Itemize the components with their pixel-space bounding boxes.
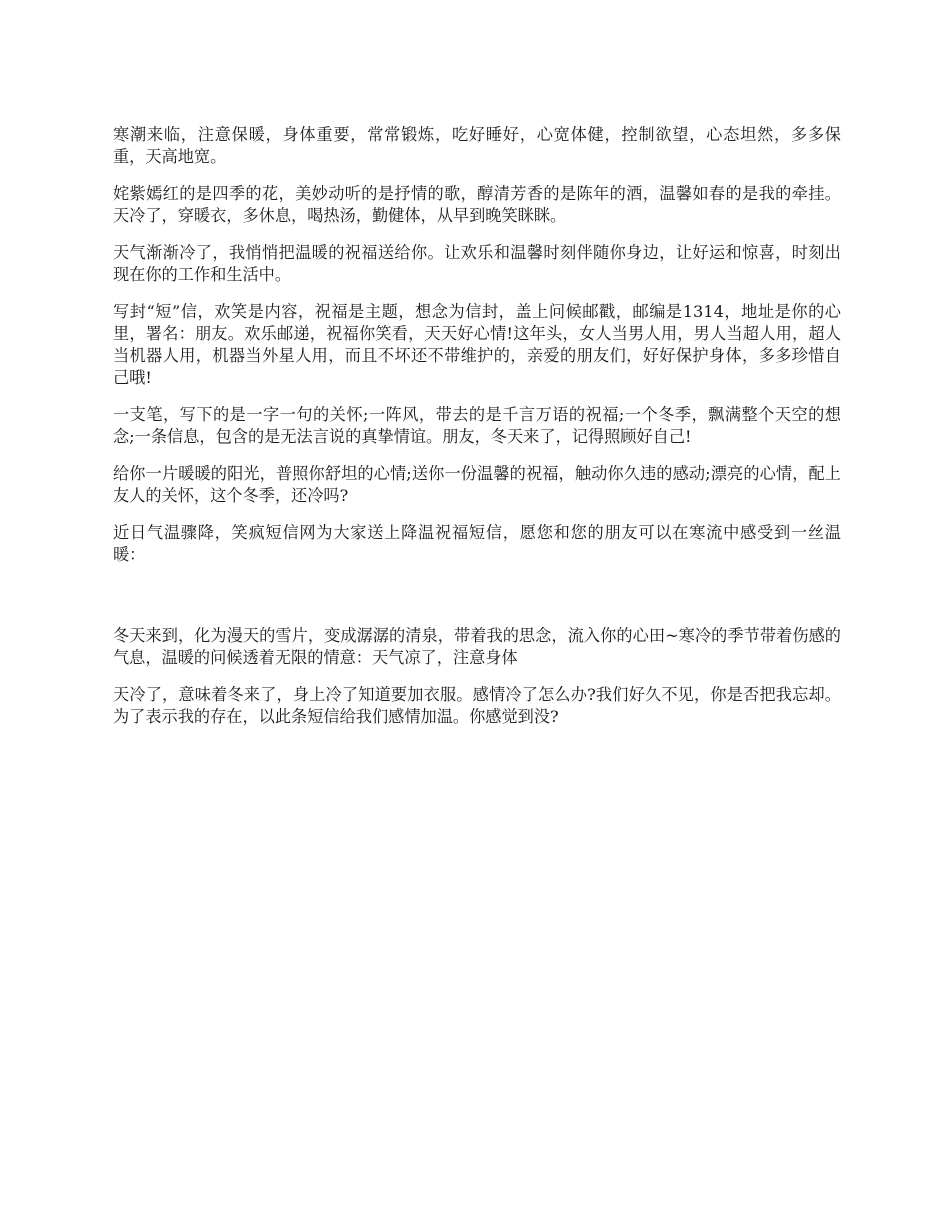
paragraph-9: 天冷了，意味着冬来了，身上冷了知道要加衣服。感情冷了怎么办?我们好久不见，你是否把我忘却。为了表示我的存在，以此条短信给我们感情加温。你感觉到没? xyxy=(113,685,841,726)
document-page xyxy=(113,124,841,743)
paragraph-5: 一支笔，写下的是一字一句的关怀;一阵风，带去的是千言万语的祝福;一个冬季，飘满整个天空的想念;一条信息，包含的是无法言说的真挚情谊。朋友，冬天来了，记得照顾好自己! xyxy=(113,405,841,446)
paragraph-8: 冬天来到，化为漫天的雪片，变成潺潺的清泉，带着我的思念，流入你的心田~寒冷的季节带着伤感的气息，温暖的问候透着无限的情意：天气凉了，注意身体 xyxy=(113,626,841,667)
paragraph-2: 姹紫嫣红的是四季的花，美妙动听的是抒情的歌，醇清芳香的是陈年的酒，温馨如春的是我的牵挂。天冷了，穿暖衣，多休息，喝热汤，勤健体，从早到晚笑眯眯。 xyxy=(113,184,841,225)
paragraph-4: 写封“短”信，欢笑是内容，祝福是主题，想念为信封，盖上问候邮戳，邮编是1314，地址是你的心里，署名：朋友。欢乐邮递，祝福你笑看，天天好心情!这年头，女人当男人用，男人当超人用，超人当机器人用，机器当外星人用，而且不坏还不带维护的，亲爱的朋友们，好好保护身体，多多珍惜自己哦! xyxy=(113,302,841,387)
paragraph-3: 天气渐渐冷了，我悄悄把温暖的祝福送给你。让欢乐和温馨时刻伴随你身边，让好运和惊喜，时刻出现在你的工作和生活中。 xyxy=(113,243,841,284)
section-gap xyxy=(113,581,841,625)
paragraph-7: 近日气温骤降，笑疯短信网为大家送上降温祝福短信，愿您和您的朋友可以在寒流中感受到一丝温暖： xyxy=(113,523,841,564)
paragraph-6: 给你一片暖暖的阳光，普照你舒坦的心情;送你一份温馨的祝福，触动你久违的感动;漂亮的心情，配上友人的关怀，这个冬季，还冷吗? xyxy=(113,464,841,505)
paragraph-1: 寒潮来临，注意保暖，身体重要，常常锻炼，吃好睡好，心宽体健，控制欲望，心态坦然，多多保重，天高地宽。 xyxy=(113,125,841,166)
